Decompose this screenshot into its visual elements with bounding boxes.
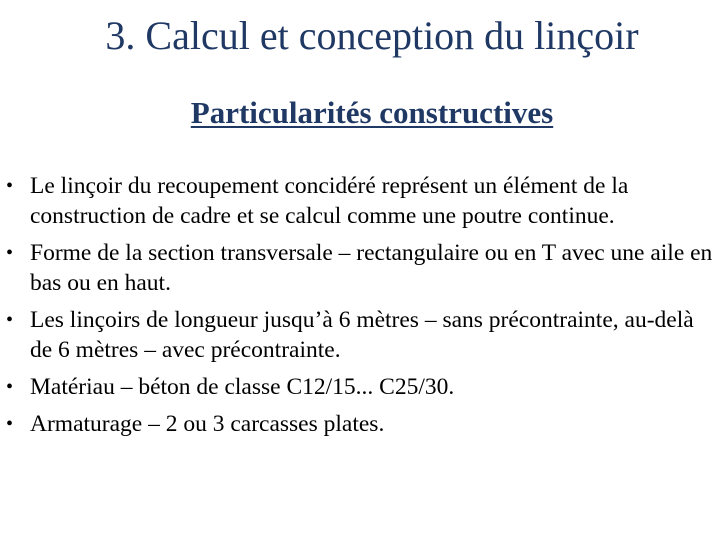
bullet-dot-icon: • [6,376,14,398]
bullet-dot-icon: • [6,413,14,435]
bullet-list [0,171,720,446]
bullet-text: Le linçoir du recoupement concidéré représent un élément de la construction de cadre et se calcul comme une poutre continue. [30,173,629,229]
slide-subtitle: Particularités constructives [190,95,554,130]
bullet-text: Matériau – béton de classe C12/15... C25/30. [30,374,455,400]
bullet-item-section-shape [0,238,720,298]
bullet-dot-icon: • [6,175,14,197]
bullet-item-material [0,372,720,402]
bullet-dot-icon: • [6,309,14,331]
bullet-dot-icon: • [6,242,14,264]
bullet-item-reinforcement [0,409,720,439]
bullet-text: Armaturage – 2 ou 3 carcasses plates. [30,411,385,437]
bullet-text: Forme de la section transversale – rectangulaire ou en T avec une aile en bas ou en haut. [30,240,713,296]
bullet-item-length [0,305,720,365]
bullet-text: Les linçoirs de longueur jusqu’à 6 mètres – sans précontrainte, au-delà de 6 mètres – avec précontrainte. [30,307,694,363]
bullet-item-description [0,171,720,231]
slide-title: 3. Calcul et conception du linçoir [105,13,639,58]
